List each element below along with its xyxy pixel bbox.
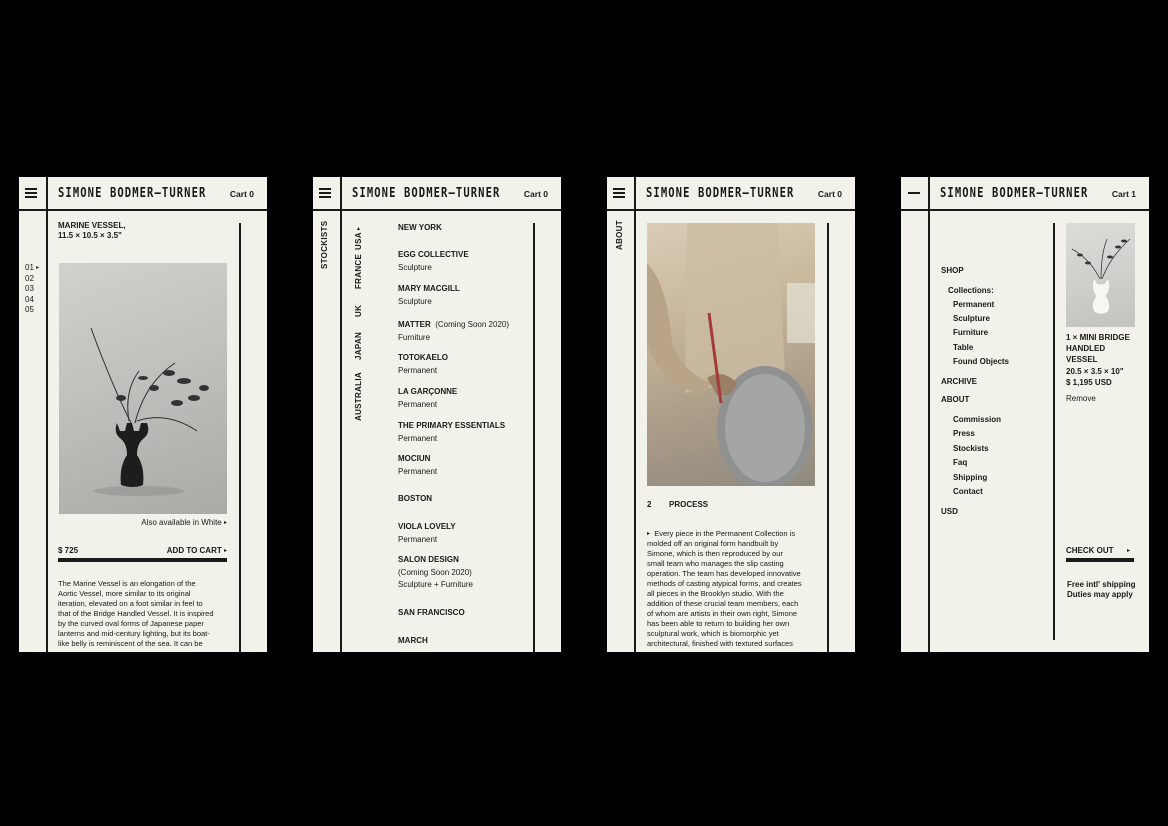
duties-note: Duties may apply [1067, 590, 1133, 599]
stockist-category: Furniture [398, 333, 431, 342]
cart-link[interactable]: Cart 0 [817, 189, 842, 199]
stockist-name[interactable]: EGG COLLECTIVE [398, 250, 469, 259]
pager-item-2[interactable]: 02 [25, 274, 34, 283]
stockist-category: Sculpture + Furniture [398, 580, 473, 589]
left-divider [340, 177, 342, 652]
stockist-category: Permanent [398, 467, 438, 476]
menu-cart-screen [901, 177, 1149, 652]
stockist-name[interactable]: MARCH [398, 636, 428, 645]
cart-item-price: $ 1,195 USD [1066, 378, 1112, 387]
add-to-cart-button[interactable]: ADD TO CART ▸ [166, 546, 227, 555]
mini-vessel-illustration [1066, 223, 1135, 327]
menu-icon[interactable] [613, 188, 625, 198]
stockist-category: Sculpture [398, 297, 432, 306]
stockist-category: Permanent [398, 434, 438, 443]
stockist-name[interactable]: THE PRIMARY ESSENTIALS [398, 421, 506, 430]
shipping-note: Free intl' shipping [1067, 580, 1136, 589]
collections-label: Collections: [948, 286, 994, 295]
about-screen [607, 177, 855, 652]
country-tab-uk[interactable]: UK [354, 304, 363, 317]
pager-item-3[interactable]: 03 [25, 284, 34, 293]
city-heading: BOSTON [398, 494, 433, 503]
product-photo [59, 263, 227, 514]
arrow-icon: ▸ [356, 226, 362, 230]
section-number: 2 [647, 500, 652, 509]
header [607, 177, 855, 211]
process-paragraph: ▸ Every piece in the Permanent Collection is molded off an original form handbuilt by Simone, which is then reproduced by our small team who manages the slip casting operation. The team has developed innovative methods of casting atypical forms, and creates all pieces in the Brooklyn studio. With the addition of these crucial team members, each of whom are artists in their own right, Simone has been able to return to building her own sculptural work, which is biomorphic yet architectural, finished with textured surfaces [647, 529, 802, 648]
brand-logo[interactable]: SIMONE BODMER—TURNER [646, 185, 795, 201]
brand-logo[interactable]: SIMONE BODMER—TURNER [58, 185, 207, 201]
stockist-category: Permanent [398, 366, 438, 375]
country-tab-japan[interactable]: JAPAN [354, 331, 363, 360]
arrow-right-icon: ▸ [1127, 548, 1131, 554]
stockist-category: Permanent [398, 535, 438, 544]
product-screen [19, 177, 267, 652]
right-rule [239, 223, 241, 652]
arrow-right-icon: ▸ [223, 520, 227, 526]
checkout-button[interactable]: CHECK OUT [1066, 546, 1114, 555]
header [313, 177, 561, 211]
pager-arrow-icon: ▸ [36, 265, 40, 271]
product-description: The Marine Vessel is an elongation of the Aortic Vessel, more similar to its original iteration, elevated on a foot similar in feel to that of the Bridge Handled Vessel. It is inspired by the curved oval forms of Japanese paper lanterns and mid-century lighting, but its boat- like belly is reminiscent of the sea. It can be [58, 579, 214, 648]
stockist-category: Permanent [398, 400, 438, 409]
currency-selector[interactable]: USD [941, 507, 958, 516]
nav-collection-table[interactable]: Table [953, 343, 974, 352]
nav-about[interactable]: ABOUT [941, 395, 970, 404]
product-price: $ 725 [58, 546, 79, 555]
cart-item-name: 1 × MINI BRIDGE [1066, 333, 1130, 342]
arrow-right-icon: ▸ [223, 548, 227, 554]
country-tab-france[interactable]: FRANCE [354, 253, 363, 289]
nav-shop[interactable]: SHOP [941, 266, 964, 275]
checkout-underline [1066, 558, 1134, 562]
brand-logo[interactable]: SIMONE BODMER—TURNER [940, 185, 1089, 201]
studio-illustration [647, 223, 815, 486]
add-to-cart-underline [58, 558, 227, 562]
menu-icon[interactable] [25, 188, 37, 198]
brand-logo[interactable]: SIMONE BODMER—TURNER [352, 185, 501, 201]
product-title: MARINE VESSEL, [58, 221, 126, 230]
cart-item-dimensions: 20.5 × 3.5 × 10" [1066, 367, 1124, 376]
stockist-name[interactable]: SALON DESIGN [398, 555, 459, 564]
nav-press[interactable]: Press [953, 429, 975, 438]
cart-item-name: VESSEL [1066, 355, 1098, 364]
menu-icon[interactable] [319, 188, 331, 198]
stockist-name[interactable]: TOTOKAELO [398, 353, 448, 362]
nav-stockists[interactable]: Stockists [953, 444, 989, 453]
nav-commission[interactable]: Commission [953, 415, 1002, 424]
close-menu-icon[interactable] [908, 192, 920, 194]
cart-link[interactable]: Cart 0 [229, 189, 254, 199]
pager-item-4[interactable]: 04 [25, 295, 34, 304]
header [19, 177, 267, 211]
header [901, 177, 1149, 211]
left-divider [46, 177, 48, 652]
section-label-about: ABOUT [615, 220, 624, 250]
cart-divider [1053, 223, 1055, 640]
section-label-stockists: STOCKISTS [320, 220, 329, 269]
stockist-note: (Coming Soon 2020) [398, 568, 472, 577]
vessel-illustration [59, 263, 227, 514]
right-rule [533, 223, 535, 652]
also-available-link[interactable]: Also available in White ▸ [141, 518, 227, 527]
nav-collection-permanent[interactable]: Permanent [953, 300, 995, 309]
nav-archive[interactable]: ARCHIVE [941, 377, 978, 386]
nav-collection-furniture[interactable]: Furniture [953, 328, 989, 337]
country-tab-usa[interactable]: USA ▸ [354, 226, 363, 250]
nav-collection-found-objects[interactable]: Found Objects [953, 357, 1009, 366]
stockists-screen [313, 177, 561, 652]
stockist-name[interactable]: LA GARÇONNE [398, 387, 458, 396]
section-heading: PROCESS [669, 500, 709, 509]
nav-faq[interactable]: Faq [953, 458, 968, 467]
cart-item-photo [1066, 223, 1135, 327]
stockist-name[interactable]: MARY MACGILL [398, 284, 460, 293]
pager-item-1[interactable]: 01 ▸ [25, 263, 40, 272]
nav-shipping[interactable]: Shipping [953, 473, 988, 482]
country-tab-australia[interactable]: AUSTRALIA [354, 372, 363, 421]
right-rule [827, 223, 829, 652]
remove-link[interactable]: Remove [1066, 394, 1096, 403]
arrow-right-icon: ▸ [647, 531, 651, 537]
stockist-name[interactable]: MOCIUN [398, 454, 431, 463]
left-divider [634, 177, 636, 652]
cart-link[interactable]: Cart 1 [1111, 189, 1136, 199]
product-dimensions: 11.5 × 10.5 × 3.5" [58, 231, 122, 240]
city-heading: SAN FRANCISCO [398, 608, 465, 617]
left-divider [928, 177, 930, 652]
process-photo [647, 223, 815, 486]
city-heading: NEW YORK [398, 223, 442, 232]
cart-item-name: HANDLED [1066, 344, 1106, 353]
nav-collection-sculpture[interactable]: Sculpture [953, 314, 990, 323]
cart-link[interactable]: Cart 0 [523, 189, 548, 199]
stockist-category: Sculpture [398, 263, 432, 272]
nav-contact[interactable]: Contact [953, 487, 983, 496]
stockist-name[interactable]: VIOLA LOVELY [398, 522, 456, 531]
stockist-name[interactable]: MATTER (Coming Soon 2020) [398, 320, 510, 329]
pager-item-5[interactable]: 05 [25, 305, 34, 314]
